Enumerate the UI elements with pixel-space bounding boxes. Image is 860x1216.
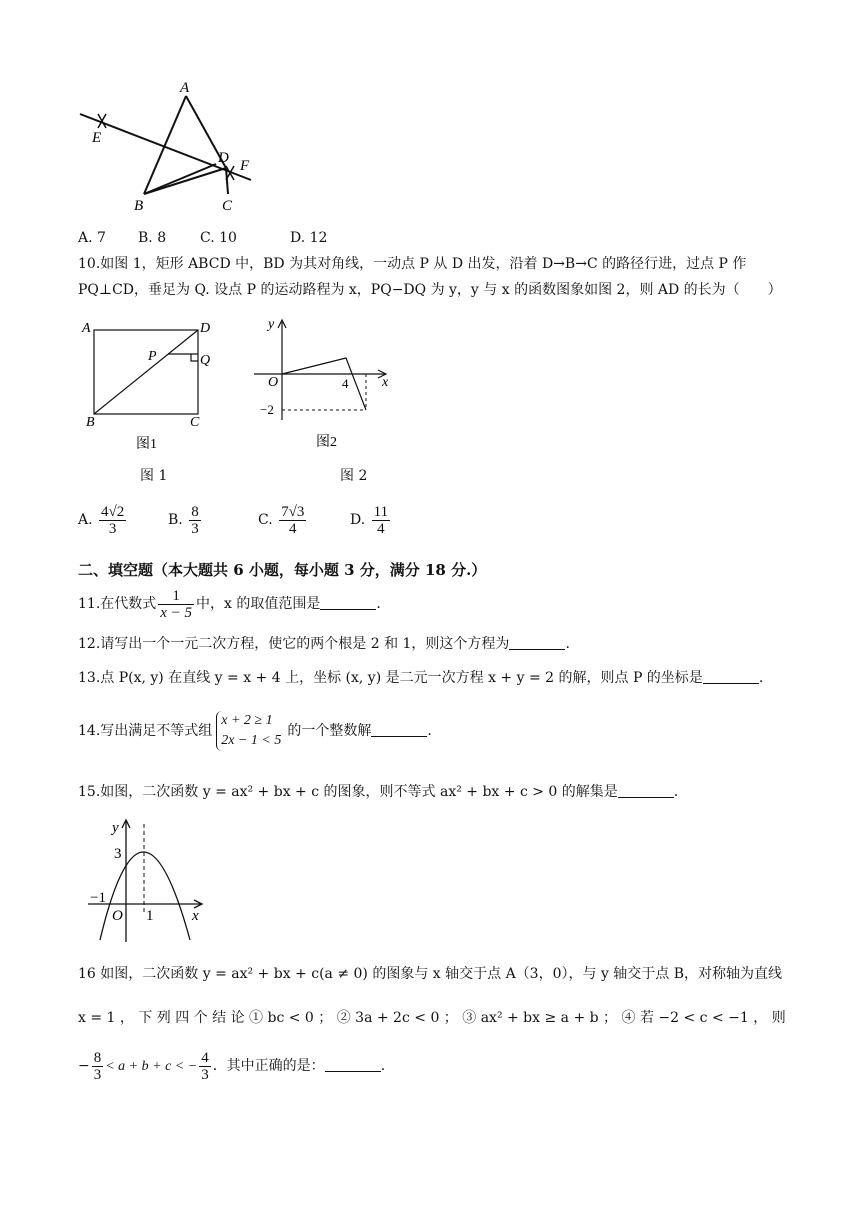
label-C: C (222, 198, 233, 214)
fraction: $\frac{8}{3}$ (191, 503, 199, 537)
q10-caption-1: 图 1 (140, 468, 168, 484)
q16-line-3: − $\frac{8}{3}$ < a + b + c < − $\frac{4}{3}$ ．其中正确的是： . (78, 1049, 386, 1083)
answer-blank[interactable] (703, 669, 759, 684)
label-B: B (134, 198, 144, 214)
q10-figure-1 (80, 316, 220, 456)
axis-label-y: y (112, 820, 119, 836)
answer-blank[interactable] (509, 635, 565, 650)
q10-option-a: A. $\frac{4√2}{3}$ (78, 503, 125, 537)
origin-label: O (112, 908, 123, 924)
q9-option-a: A. 7 (78, 230, 106, 246)
q11: 11.在代数式 $\frac{1}{x - 5}$ 中，x 的取值范围是 . (78, 587, 381, 621)
q9-option-d: D. 12 (290, 230, 328, 246)
label-F: F (240, 158, 250, 174)
q9-triangle-figure (76, 78, 256, 218)
q13: 13.点 P(x, y) 在直线 y = x + 4 上，坐标 (x, y) 是二元一次方程 x + y = 2 的解，则点 P 的坐标是 . (78, 670, 764, 686)
fraction: $\frac{8}{3}$ (93, 1049, 102, 1083)
fraction: $\frac{7√3}{4}$ (281, 503, 305, 537)
q10-option-b: B. $\frac{8}{3}$ (168, 503, 199, 537)
q16-line-1: 16 如图，二次函数 y = ax² + bx + c(a ≠ 0) 的图象与 x 轴交于点 A（3，0），与 y 轴交于点 B，对称轴为直线 (78, 966, 783, 982)
label-P: P (148, 349, 157, 364)
q10-caption-2: 图 2 (340, 468, 368, 484)
label-D: D (218, 150, 229, 166)
q10-option-c: C. $\frac{7√3}{4}$ (258, 503, 305, 537)
q9-option-b: B. 8 (138, 230, 167, 246)
tick-label-neg2: −2 (260, 402, 274, 417)
fraction: $\frac{4}{3}$ (201, 1049, 209, 1083)
figure-caption-inner: 图1 (136, 437, 157, 452)
q14: 14.写出满足不等式组 x + 2 ≥ 1 2x − 1 < 5 的一个整数解 . (78, 708, 432, 754)
answer-blank[interactable] (325, 1057, 381, 1072)
label-E: E (92, 130, 102, 146)
inequality-1: x + 2 ≥ 1 (221, 713, 273, 728)
q15: 15.如图，二次函数 y = ax² + bx + c 的图象，则不等式 ax² + bx + c > 0 的解集是 . (78, 784, 679, 800)
answer-blank[interactable] (371, 722, 427, 737)
tick-label-neg1: −1 (90, 890, 106, 906)
tick-label-1: 1 (146, 908, 154, 924)
q16-line-2: x = 1 ， 下 列 四 个 结 论 ① bc < 0 ； ② 3a + 2c < 0 ； ③ ax² + bx ≥ a + b ； ④ 若 −2 < c < −1 ， 则 (78, 1010, 786, 1026)
answer-blank[interactable] (320, 595, 376, 610)
q10-line-2: PQ⊥CD，垂足为 Q. 设点 P 的运动路程为 x，PQ−DQ 为 y，y 与 x 的函数图象如图 2，则 AD 的长为（ ） (78, 282, 782, 298)
label-B: B (86, 415, 95, 430)
fraction: $\frac{4√2}{3}$ (101, 503, 125, 537)
label-Q: Q (200, 353, 211, 368)
label-D: D (200, 321, 211, 336)
fraction: $\frac{1}{x - 5}$ (160, 587, 193, 621)
q9-option-c: C. 10 (200, 230, 237, 246)
label-A: A (180, 80, 190, 96)
fraction: $\frac{11}{4}$ (373, 503, 389, 537)
axis-label-y: y (268, 317, 275, 332)
axis-label-x: x (382, 375, 389, 390)
tick-label-4: 4 (342, 376, 349, 391)
q12: 12.请写出一个一元二次方程，使它的两个根是 2 和 1，则这个方程为 . (78, 636, 570, 652)
axis-label-x: x (192, 908, 199, 924)
q10-line-1: 10.如图 1，矩形 ABCD 中，BD 为其对角线，一动点 P 从 D 出发，沿着 D→B→C 的路径行进，过点 P 作 (78, 256, 747, 272)
section-heading: 二、填空题（本大题共 6 小题，每小题 3 分，满分 18 分.） (78, 561, 487, 579)
answer-blank[interactable] (618, 783, 674, 798)
tick-label-3: 3 (114, 846, 122, 862)
q10-figure-2 (254, 312, 404, 456)
label-C: C (190, 415, 200, 430)
q15-parabola-graph (86, 816, 210, 946)
origin-label: O (268, 375, 279, 390)
inequality-2: 2x − 1 < 5 (221, 733, 282, 748)
q10-option-d: D. $\frac{11}{4}$ (350, 503, 389, 537)
label-A: A (82, 321, 91, 336)
figure-caption-inner: 图2 (316, 435, 337, 450)
